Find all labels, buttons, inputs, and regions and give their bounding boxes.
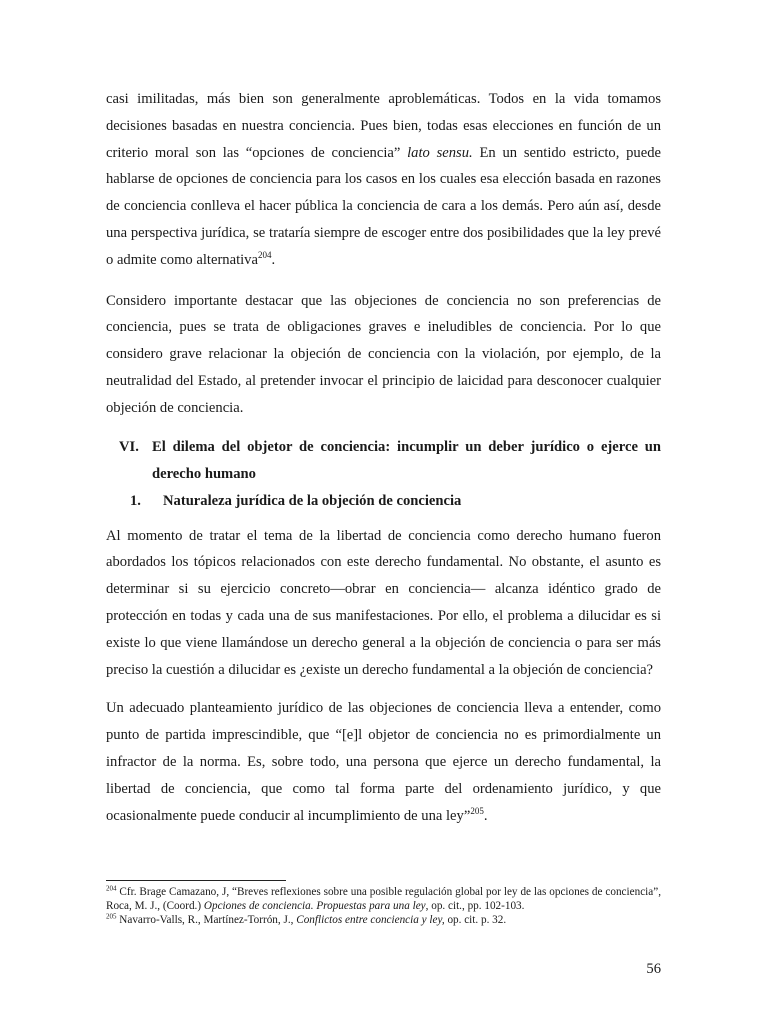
paragraph-1-text: casi imilitadas, más bien son generalmente aproblemáticas. Todos en la vida tomamos decisiones basadas en nuestra conciencia. Pues bien, todas esas elecciones en función de un criterio moral son las “opciones de conciencia” bbox=[106, 91, 661, 161]
footnote-205 bbox=[106, 913, 661, 927]
footnote-text-2: , op. cit., pp. 102-103. bbox=[425, 900, 525, 912]
footnote-italic: Conflictos entre conciencia y ley, bbox=[296, 914, 445, 926]
footnote-divider bbox=[106, 880, 286, 881]
subsection-number: 1. bbox=[130, 492, 141, 509]
paragraph-3: Al momento de tratar el tema de la libertad de conciencia como derecho humano fueron abordados los tópicos relacionados con este derecho fundamental. No obstante, el asunto es determinar si su ejercicio concreto―obrar en conciencia― alcanza idéntico grado de protección en todas y cada una de sus manifestaciones. Por ello, el problema a dilucidar es si existe lo que viene llamándose un derecho general a la objeción de conciencia o para ser más preciso la cuestión a dilucidar es ¿existe un derecho fundamental a la objeción de conciencia? bbox=[106, 527, 661, 678]
footnote-number: 204 bbox=[106, 884, 117, 893]
page-number: 56 bbox=[646, 961, 661, 977]
footnote-text-2: op. cit. p. 32. bbox=[444, 914, 507, 926]
paragraph-4 bbox=[106, 695, 661, 829]
paragraph-1 bbox=[106, 86, 661, 274]
footnote-text: Cfr. Brage Camazano, J, “Breves reflexiones sobre una posible regulación global por ley de las opciones de conciencia”, Roca, M. J., (Coord.) bbox=[106, 886, 661, 912]
subsection-heading-1 bbox=[106, 488, 661, 515]
footnote-italic: Opciones de conciencia. Propuestas para una ley bbox=[203, 900, 426, 912]
paragraph-4-text: Un adecuado planteamiento jurídico de las objeciones de conciencia lleva a entender, como punto de partida imprescindible, que “[e]l objetor de conciencia no es primordialmente un infractor de la norma. Es, sobre todo, una persona que ejerce un derecho fundamental, la libertad de conciencia, que como tal forma parte del ordenamiento jurídico, y que ocasionalmente puede conducir al incumplimiento de una ley” bbox=[106, 700, 661, 824]
footnote-204 bbox=[106, 885, 661, 913]
footnote-text: Navarro-Valls, R., Martínez-Torrón, J., bbox=[116, 914, 297, 926]
paragraph-4-end: . bbox=[483, 807, 488, 824]
footnote-number: 205 bbox=[106, 912, 117, 921]
paragraph-1-text-2: En un sentido estricto, puede hablarse de opciones de conciencia para los casos en los cuales esa elección basada en razones de conciencia conlleva el hacer pública la conciencia de cara a los demás. Pero aún así, desde una perspectiva jurídica, se trataría siempre de escoger entre dos posibilidades que la ley prevé o admite como alternativa bbox=[106, 144, 661, 268]
paragraph-1-end: . bbox=[271, 251, 276, 268]
paragraph-2: Considero importante destacar que las objeciones de conciencia no son preferencias de conciencia, pues se trata de obligaciones graves e ineludibles de conciencia. Por lo que considero grave relacionar la objeción de conciencia con la violación, por ejemplo, de la neutralidad del Estado, al pretender invocar el principio de laicidad para desconocer cualquier objeción de conciencia. bbox=[106, 292, 661, 416]
footnote-ref-204[interactable]: 204 bbox=[257, 249, 272, 260]
paragraph-1-italic: lato sensu. bbox=[407, 144, 473, 161]
section-title: El dilema del objetor de conciencia: incumplir un deber jurídico o ejerce un derecho humano bbox=[152, 438, 661, 482]
footnotes bbox=[106, 885, 661, 927]
page-body bbox=[106, 86, 661, 841]
section-number: VI. bbox=[119, 438, 139, 455]
subsection-title: Naturaleza jurídica de la objeción de conciencia bbox=[163, 492, 462, 509]
footnote-ref-205[interactable]: 205 bbox=[470, 805, 484, 816]
section-heading-vi bbox=[106, 434, 661, 488]
